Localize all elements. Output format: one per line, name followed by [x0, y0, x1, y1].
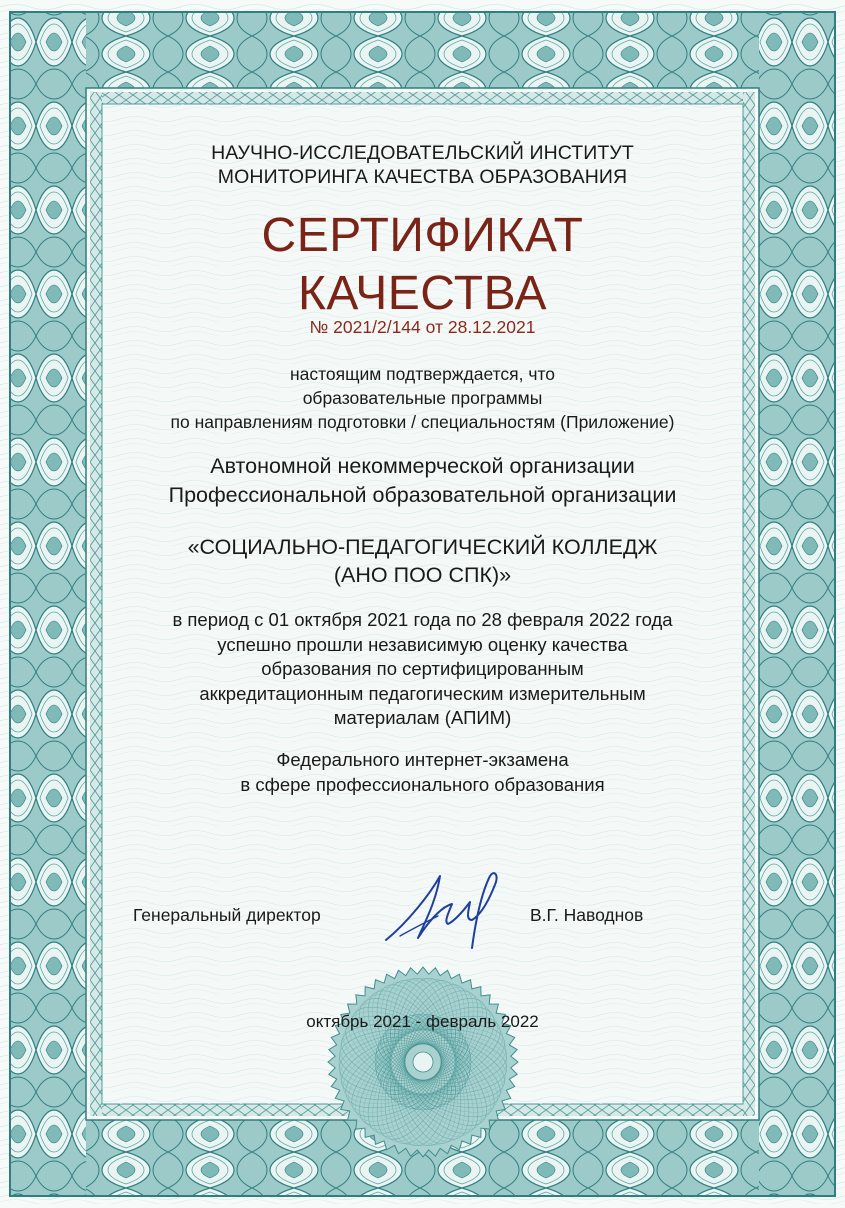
- certificate-title: [0, 207, 845, 323]
- assessment-result: [0, 608, 845, 731]
- result-line-1: в период с 01 октября 2021 года по 28 февраля 2022 года: [172, 609, 673, 630]
- result-line-2: успешно прошли независимую оценку качества: [217, 633, 628, 655]
- result-line-5: материалам (АПИМ): [333, 707, 512, 728]
- college-line-2: (АНО ПОО СПК)»: [333, 563, 512, 587]
- title-line-2: КАЧЕСТВА: [297, 267, 548, 320]
- certificate-number: № 2021/2/144 от 28.12.2021: [309, 317, 536, 337]
- period-footer: октябрь 2021 - февраль 2022: [306, 1012, 539, 1031]
- organization-type: [0, 452, 845, 510]
- exam-line-1: Федерального интернет-экзамена: [276, 749, 569, 770]
- issuer-line-2: МОНИТОРИНГА КАЧЕСТВА ОБРАЗОВАНИЯ: [217, 166, 628, 188]
- result-line-3: образования по сертифицированным: [261, 658, 584, 679]
- confirmation-text: [0, 362, 845, 434]
- organization-line-2: Профессиональной образовательной организации: [168, 483, 677, 507]
- title-line-1: СЕРТИФИКАТ: [261, 209, 584, 262]
- signatory-name: В.Г. Наводнов: [530, 905, 644, 925]
- exam-name: [0, 748, 845, 797]
- confirmation-line-1: настоящим подтверждается, что: [289, 364, 556, 384]
- college-name: [0, 533, 845, 589]
- exam-line-2: в сфере профессионального образования: [240, 773, 605, 795]
- signature-icon: [378, 862, 518, 957]
- issuer-line-1: НАУЧНО-ИССЛЕДОВАТЕЛЬСКИЙ ИНСТИТУТ: [211, 142, 634, 164]
- issuer-name: [0, 141, 845, 189]
- college-line-1: «СОЦИАЛЬНО-ПЕДАГОГИЧЕСКИЙ КОЛЛЕДЖ: [187, 535, 658, 559]
- result-line-4: аккредитационным педагогическим измерительным: [199, 682, 646, 704]
- signatory-position: Генеральный директор: [133, 905, 321, 925]
- organization-line-1: Автономной некоммерческой организации: [210, 454, 635, 478]
- confirmation-line-2: образовательные программы: [302, 388, 543, 408]
- confirmation-line-3: по направлениям подготовки / специальностям (Приложение): [170, 412, 675, 432]
